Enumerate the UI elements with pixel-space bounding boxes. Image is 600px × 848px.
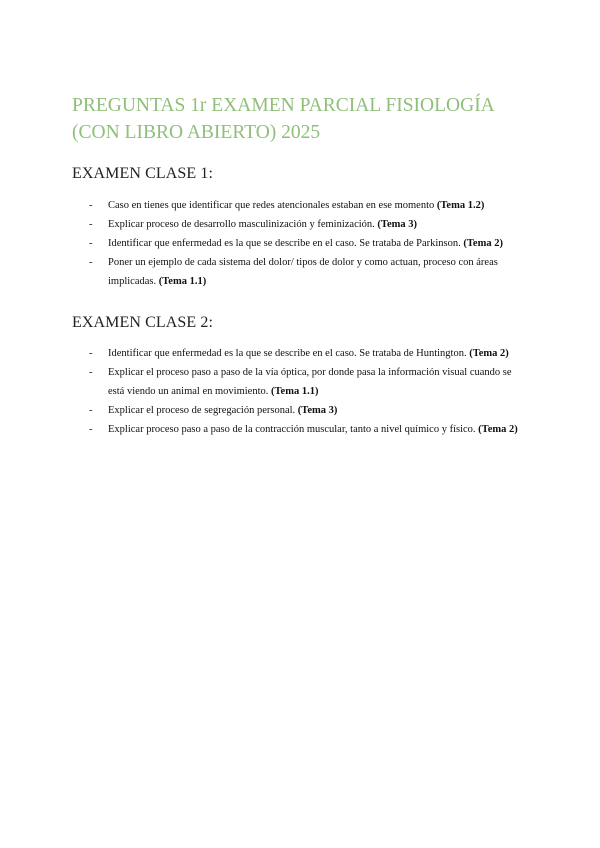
question-text: Explicar proceso paso a paso de la contracción muscular, tanto a nivel químico y físico. xyxy=(108,424,479,435)
topic-tag: (Tema 1.1) xyxy=(271,386,319,397)
question-text: Explicar el proceso paso a paso de la vía óptica, por donde pasa la información visual cuando se está viendo un animal en movimiento. xyxy=(108,367,512,397)
list-item xyxy=(0,420,600,439)
question-text: Explicar proceso de desarrollo masculinización y feminización. xyxy=(108,219,378,230)
bullet-dash: - xyxy=(89,200,93,211)
section-heading-clase-2: EXAMEN CLASE 2: xyxy=(72,314,214,331)
topic-tag: (Tema 2) xyxy=(463,238,503,249)
list-item xyxy=(0,196,600,215)
topic-tag: (Tema 3) xyxy=(297,405,338,416)
question-list-clase-1 xyxy=(0,196,600,291)
bullet-dash: - xyxy=(89,257,93,268)
topic-tag: (Tema 1.2) xyxy=(436,200,485,211)
question-text: Poner un ejemplo de cada sistema del dolor/ tipos de dolor y como actuan, proceso con áreas implicadas. xyxy=(108,257,498,287)
list-item xyxy=(0,401,600,420)
topic-tag: (Tema 3) xyxy=(377,219,417,230)
question-list-clase-2 xyxy=(0,344,600,439)
list-item xyxy=(0,344,600,363)
topic-tag: (Tema 2) xyxy=(469,348,509,359)
list-item xyxy=(0,363,600,401)
bullet-dash: - xyxy=(89,424,93,435)
list-item xyxy=(0,215,600,234)
document-title-line-1: PREGUNTAS 1r EXAMEN PARCIAL FISIOLOGÍA xyxy=(72,95,495,116)
document-title-line-2: (CON LIBRO ABIERTO) 2025 xyxy=(72,122,321,143)
section-heading-clase-1: EXAMEN CLASE 1: xyxy=(72,165,214,182)
topic-tag: (Tema 1.1) xyxy=(158,276,207,287)
question-text: Explicar el proceso de segregación personal. xyxy=(108,405,298,416)
bullet-dash: - xyxy=(89,348,93,359)
bullet-dash: - xyxy=(89,405,93,416)
bullet-dash: - xyxy=(89,238,93,249)
list-item xyxy=(0,253,600,291)
bullet-dash: - xyxy=(89,219,93,230)
document-title xyxy=(72,92,552,146)
list-item xyxy=(0,234,600,253)
bullet-dash: - xyxy=(89,367,93,378)
topic-tag: (Tema 2) xyxy=(478,424,518,435)
question-text: Identificar que enfermedad es la que se describe en el caso. Se trataba de Huntington. xyxy=(108,348,470,359)
question-text: Identificar que enfermedad es la que se describe en el caso. Se trataba de Parkinson. xyxy=(108,238,464,249)
question-text: Caso en tienes que identificar que redes atencionales estaban en ese momento xyxy=(108,200,437,211)
